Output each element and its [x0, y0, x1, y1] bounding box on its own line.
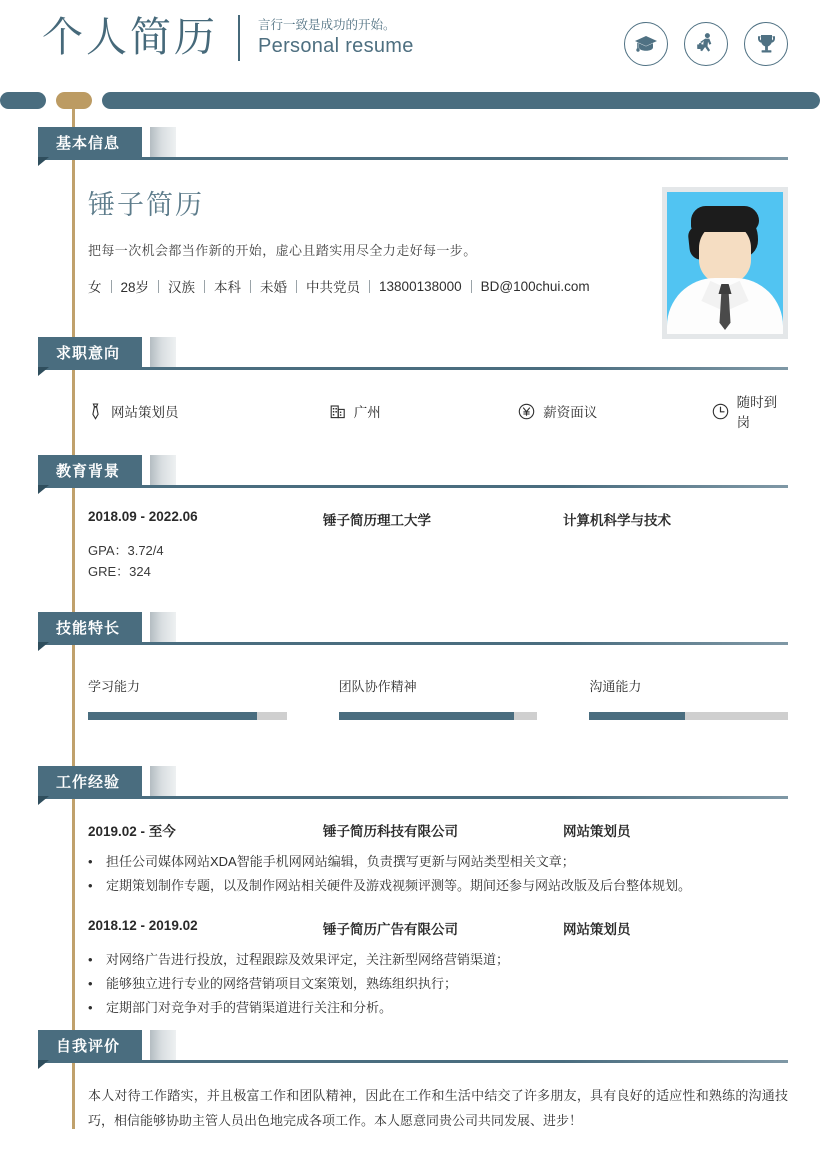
section-tab [38, 127, 142, 157]
skill-bar-fill [88, 712, 257, 720]
skill-bar-fill [339, 712, 514, 720]
job-bullet [88, 972, 788, 996]
evaluation-text: 本人对待工作踏实，并且极富工作和团队精神，因此在工作和生活中结交了许多朋友，具有良好的适应性和熟练的沟通技巧，相信能够协助主管人员出色地完成各项工作。本人愿意同贵公司共同发展、进步！ [88, 1088, 788, 1128]
trophy-icon [744, 22, 788, 66]
banner-bar [102, 92, 820, 109]
avatar-tie [720, 290, 731, 330]
title-divider [238, 15, 240, 61]
section-education [0, 455, 820, 583]
work-body [0, 820, 820, 1020]
job-intention-body [0, 391, 820, 431]
job-bullet-text: 担任公司媒体网站XDA智能手机网网站编辑，负责撰写更新与网站类型相关文章； [106, 854, 575, 869]
tie-icon [88, 403, 103, 420]
job-entry [88, 918, 788, 1020]
section-decor-block [150, 1030, 176, 1060]
intention-position [88, 391, 330, 431]
education-details [88, 540, 788, 583]
job-role: 网站策划员 [563, 922, 631, 938]
job-bullet-text: 能够独立进行专业的网络营销项目文案策划，熟练组织执行； [106, 976, 458, 992]
avatar-fringe [691, 206, 759, 232]
businessman-icon [684, 22, 728, 66]
section-decor-block [150, 455, 176, 485]
meta-divider [369, 280, 370, 293]
intention-salary [518, 391, 711, 431]
intention-availability-label: 随时到岗 [736, 395, 778, 430]
section-self-evaluation [0, 1030, 820, 1133]
skill-bar-track [339, 712, 538, 720]
education-school: 锤子简历理工大学 [323, 513, 431, 528]
section-rule [38, 1060, 788, 1063]
job-head [88, 918, 788, 938]
section-title: 基本信息 [56, 134, 121, 152]
header-subtitle-en: Personal resume [258, 35, 414, 58]
avatar-image [667, 192, 783, 334]
job-bullet [88, 948, 788, 972]
skill-bar-fill [589, 712, 684, 720]
bullet-dot-icon: • [88, 854, 93, 869]
section-decor-block [150, 612, 176, 642]
intention-row [88, 391, 788, 431]
section-notch [38, 642, 49, 651]
section-header [0, 766, 820, 800]
header-icon-row [624, 22, 788, 66]
job-entry [88, 820, 788, 898]
intention-position-label: 网站策划员 [111, 405, 179, 420]
education-body [0, 509, 820, 583]
job-company: 锤子简历科技有限公司 [323, 824, 458, 839]
banner-pill-left [0, 92, 46, 109]
section-header [0, 612, 820, 646]
meta-item: 本科 [214, 280, 242, 295]
banner-pill-gold [56, 92, 92, 109]
section-title: 求职意向 [56, 344, 121, 362]
section-rule [38, 796, 788, 799]
section-header [0, 1030, 820, 1064]
page-header [0, 0, 820, 88]
intention-availability [712, 391, 788, 431]
yen-icon [518, 403, 535, 420]
meta-item: 13800138000 [379, 278, 462, 294]
bullet-dot-icon: • [88, 1000, 93, 1016]
basic-info-body [0, 183, 820, 296]
building-icon [330, 403, 346, 419]
bullet-dot-icon: • [88, 878, 93, 894]
skill-bar-track [88, 712, 287, 720]
section-tab [38, 1030, 142, 1060]
meta-divider [204, 280, 205, 293]
skill-bar-track [589, 712, 788, 720]
job-date: 2019.02 - 至今 [88, 824, 176, 839]
job-bullet [88, 874, 788, 898]
skill-label: 团队协作精神 [338, 679, 417, 694]
section-tab [38, 455, 142, 485]
header-slogan: 言行一致是成功的开始。 [258, 17, 396, 32]
job-head [88, 820, 788, 840]
header-subtitle-group [258, 17, 414, 59]
section-skills [0, 612, 820, 720]
job-company: 锤子简历广告有限公司 [323, 922, 458, 938]
section-title: 技能特长 [56, 619, 121, 637]
meta-divider [250, 280, 251, 293]
job-bullet [88, 996, 788, 1020]
education-major: 计算机科学与技术 [563, 513, 671, 528]
meta-divider [158, 280, 159, 293]
meta-item: BD@100chui.com [480, 278, 590, 294]
evaluation-body [0, 1084, 820, 1133]
section-rule [38, 367, 788, 370]
section-decor-block [150, 127, 176, 157]
skill-item [88, 676, 287, 720]
section-rule [38, 157, 788, 160]
bullet-dot-icon: • [88, 976, 93, 992]
meta-item: 中共党员 [306, 280, 361, 295]
section-basic-info [0, 127, 820, 296]
candidate-motto: 把每一次机会都当作新的开始，虚心且踏实用尽全力走好每一步。 [88, 243, 477, 258]
skill-row [88, 676, 788, 720]
section-tab [38, 337, 142, 367]
intention-city [330, 391, 519, 431]
section-header [0, 455, 820, 489]
section-rule [38, 485, 788, 488]
job-bullet-text: 定期策划制作专题，以及制作网站相关硬件及游戏视频评测等。期间还参与网站改版及后台整体规划。 [106, 878, 692, 894]
job-role: 网站策划员 [563, 824, 631, 839]
education-date: 2018.09 - 2022.06 [88, 509, 198, 524]
job-bullets [88, 948, 788, 1020]
intention-salary-label: 薪资面议 [543, 405, 598, 420]
section-job-intention [0, 337, 820, 431]
job-date: 2018.12 - 2019.02 [88, 918, 198, 934]
section-header [0, 337, 820, 371]
meta-item: 28岁 [120, 280, 150, 295]
header-title-group [42, 14, 414, 61]
section-tab [38, 612, 142, 642]
section-title: 工作经验 [56, 773, 121, 791]
section-title: 自我评价 [56, 1037, 121, 1055]
candidate-name: 锤子简历 [88, 190, 204, 221]
intention-city-label: 广州 [353, 405, 381, 420]
avatar [662, 187, 788, 339]
page-title: 个人简历 [42, 13, 218, 61]
skill-label: 沟通能力 [589, 679, 642, 694]
meta-divider [471, 280, 472, 293]
meta-divider [111, 280, 112, 293]
education-gre: GRE：324 [88, 564, 151, 580]
section-header [0, 127, 820, 161]
skills-body [0, 676, 820, 720]
meta-item: 汉族 [168, 280, 196, 295]
education-entry-head [88, 509, 788, 529]
education-gpa: GPA：3.72/4 [88, 543, 164, 558]
section-title: 教育背景 [56, 462, 121, 480]
meta-item: 女 [88, 280, 102, 295]
job-bullet-text: 对网络广告进行投放，过程跟踪及效果评定，关注新型网络营销渠道； [106, 952, 510, 968]
skill-label: 学习能力 [88, 679, 141, 694]
job-bullets [88, 850, 788, 898]
job-bullet-text: 定期部门对竞争对手的营销渠道进行关注和分析。 [106, 1000, 393, 1016]
section-decor-block [150, 766, 176, 796]
bullet-dot-icon: • [88, 952, 93, 968]
header-banner [0, 92, 820, 109]
section-rule [38, 642, 788, 645]
graduation-cap-icon [624, 22, 668, 66]
section-notch [38, 796, 49, 805]
meta-divider [296, 280, 297, 293]
clock-icon [712, 403, 729, 420]
skill-item [339, 676, 538, 720]
section-work-experience [0, 766, 820, 1020]
section-tab [38, 766, 142, 796]
section-decor-block [150, 337, 176, 367]
job-bullet [88, 850, 788, 874]
skill-item [589, 676, 788, 720]
section-notch [38, 1060, 49, 1069]
meta-item: 未婚 [260, 280, 288, 295]
